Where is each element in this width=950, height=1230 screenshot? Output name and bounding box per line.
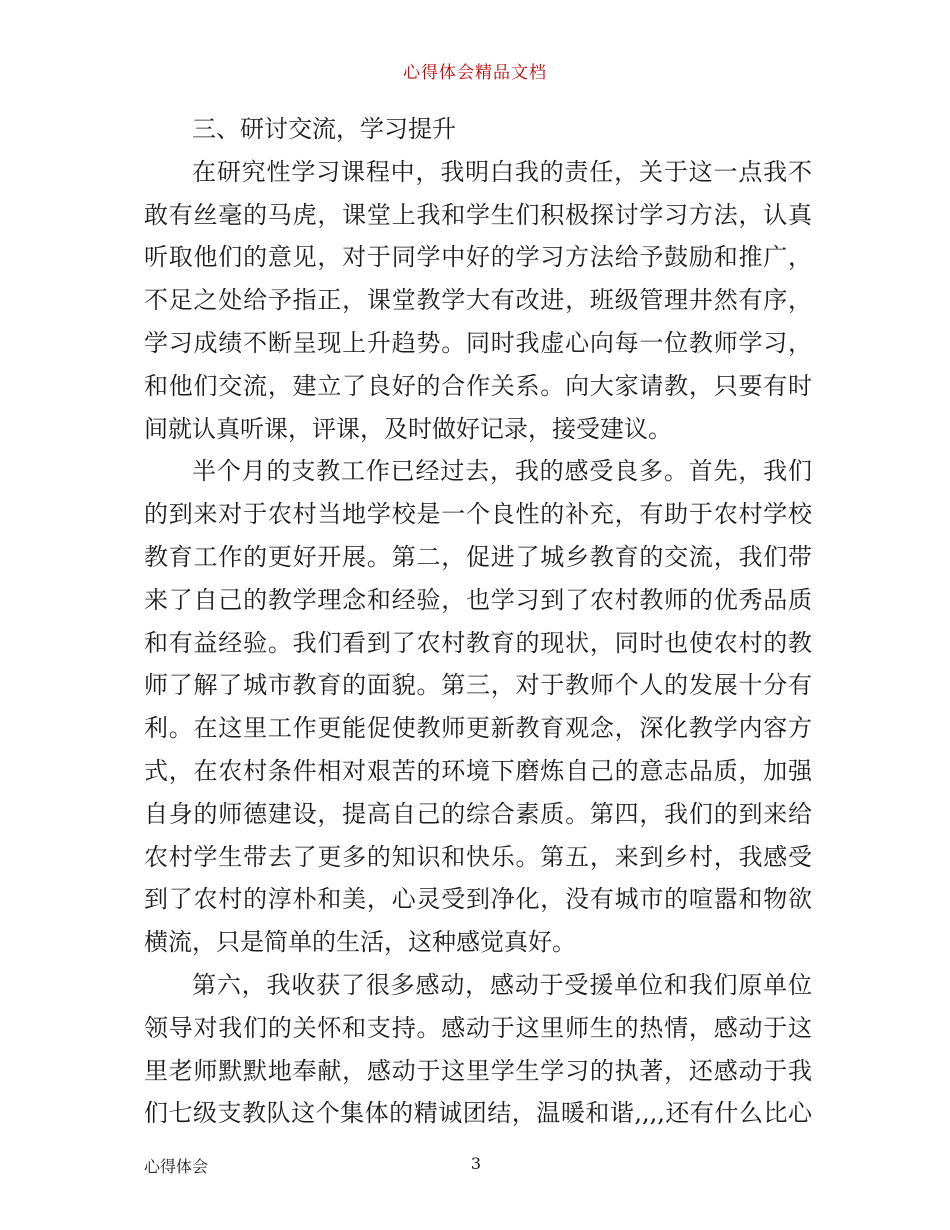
text-line: 敢有丝毫的马虎，课堂上我和学生们积极探讨学习方法，认真 bbox=[144, 200, 812, 229]
text-line: 不足之处给予指正，课堂教学大有改进，班级管理井然有序， bbox=[144, 286, 812, 315]
text-line: 和有益经验。我们看到了农村教育的现状，同时也使农村的教 bbox=[144, 628, 812, 657]
page-header-title: 心得体会精品文档 bbox=[403, 63, 547, 83]
text-line: 利。在这里工作更能促使教师更新教育观念，深化教学内容方 bbox=[144, 714, 812, 743]
text-line: 来了自己的教学理念和经验，也学习到了农村教师的优秀品质 bbox=[144, 585, 812, 614]
text-line: 和他们交流，建立了良好的合作关系。向大家请教，只要有时 bbox=[144, 371, 812, 400]
text-line: 式，在农村条件相对艰苦的环境下磨炼自己的意志品质，加强 bbox=[144, 756, 812, 785]
text-line: 横流，只是简单的生活，这种感觉真好。 bbox=[144, 928, 576, 957]
text-line: 里老师默默地奉献，感动于这里学生学习的执著，还感动于我 bbox=[144, 1056, 812, 1085]
text-line: 听取他们的意见，对于同学中好的学习方法给予鼓励和推广， bbox=[144, 243, 812, 272]
text-line: 间就认真听课，评课，及时做好记录，接受建议。 bbox=[144, 414, 672, 443]
text-line: 领导对我们的关怀和支持。感动于这里师生的热情，感动于这 bbox=[144, 1013, 812, 1042]
text-line: 师了解了城市教育的面貌。第三，对于教师个人的发展十分有 bbox=[144, 671, 812, 700]
footer-label: 心得体会 bbox=[144, 1157, 209, 1176]
text-line: 在研究性学习课程中，我明白我的责任，关于这一点我不 bbox=[192, 157, 812, 186]
text-line: 半个月的支教工作已经过去，我的感受良多。首先，我们 bbox=[192, 457, 812, 486]
document-body bbox=[144, 108, 812, 1135]
text-line: 第六，我收获了很多感动，感动于受援单位和我们原单位 bbox=[192, 970, 812, 999]
page-number: 3 bbox=[470, 1154, 482, 1173]
text-line: 教育工作的更好开展。第二，促进了城乡教育的交流，我们带 bbox=[144, 542, 812, 571]
text-line: 到了农村的淳朴和美，心灵受到净化，没有城市的喧嚣和物欲 bbox=[144, 885, 812, 914]
text-line: 们七级支教队这个集体的精诚团结，温暖和谐,,,,还有什么比心 bbox=[144, 1099, 812, 1128]
section-heading: 三、研讨交流，学习提升 bbox=[192, 115, 456, 143]
text-line: 的到来对于农村当地学校是一个良性的补充，有助于农村学校 bbox=[144, 500, 812, 529]
text-line: 农村学生带去了更多的知识和快乐。第五，来到乡村，我感受 bbox=[144, 842, 812, 871]
text-line: 自身的师德建设，提高自己的综合素质。第四，我们的到来给 bbox=[144, 799, 812, 828]
text-line: 学习成绩不断呈现上升趋势。同时我虚心向每一位教师学习， bbox=[144, 328, 812, 357]
